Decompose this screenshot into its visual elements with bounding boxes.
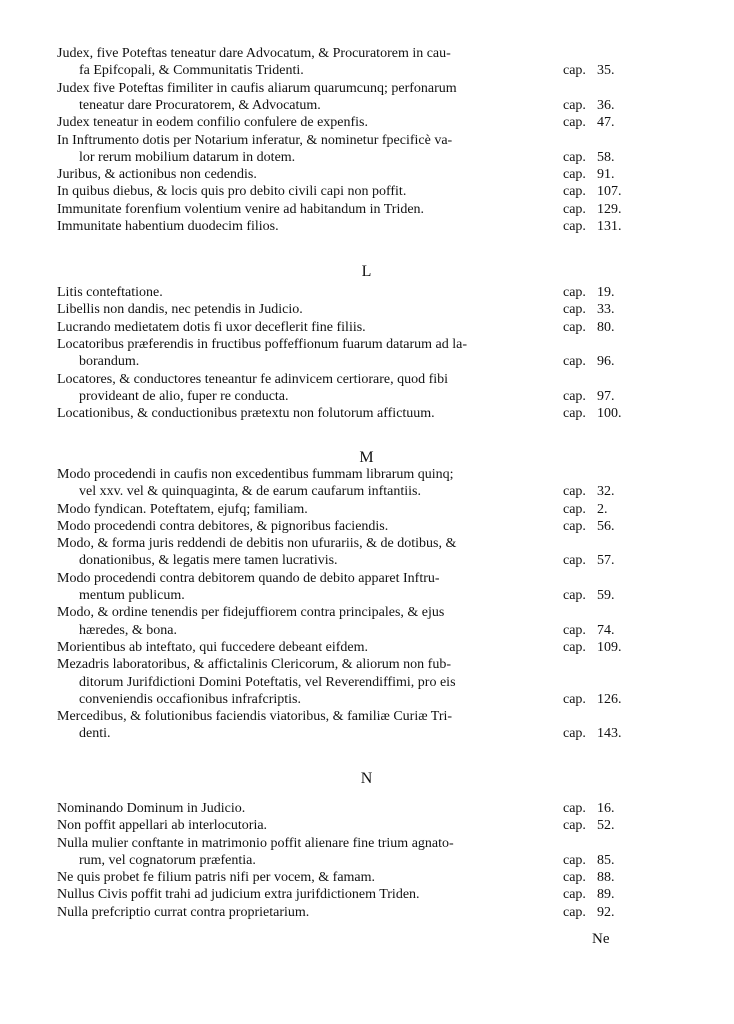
chapter-label: cap. <box>563 302 586 317</box>
chapter-label: cap. <box>563 726 586 741</box>
entry-text: mentum publicum. <box>79 588 185 603</box>
chapter-label: cap. <box>563 63 586 78</box>
chapter-reference <box>563 639 627 656</box>
entry-line <box>57 518 629 535</box>
entry-text: Juribus, & actionibus non cedendis. <box>57 167 257 182</box>
entry-line <box>57 218 629 235</box>
entry-text: Libellis non dandis, nec petendis in Judicio. <box>57 302 303 317</box>
chapter-label: cap. <box>563 640 586 655</box>
chapter-reference <box>563 852 627 869</box>
chapter-number: 143. <box>597 726 622 741</box>
entry-line <box>57 835 629 852</box>
chapter-label: cap. <box>563 519 586 534</box>
chapter-reference <box>563 284 627 301</box>
chapter-label: cap. <box>563 588 586 603</box>
entry-text: Judex five Poteftas fimiliter in caufis aliarum quarumcunq; perfonarum <box>57 81 457 96</box>
chapter-number: 59. <box>597 588 615 603</box>
entry-text: Nullus Civis poffit trahi ad judicium extra jurifdictionem Triden. <box>57 887 420 902</box>
chapter-number: 92. <box>597 905 615 920</box>
chapter-reference <box>563 97 627 114</box>
chapter-reference <box>563 62 627 79</box>
entry-line <box>57 552 629 569</box>
entry-line <box>57 166 629 183</box>
chapter-label: cap. <box>563 184 586 199</box>
entry-line <box>57 114 629 131</box>
chapter-number: 47. <box>597 115 615 130</box>
entry-text: Judex, five Poteftas teneatur dare Advocatum, & Procuratorem in cau- <box>57 46 451 61</box>
chapter-number: 74. <box>597 623 615 638</box>
chapter-number: 131. <box>597 219 622 234</box>
chapter-number: 85. <box>597 853 615 868</box>
entry-line <box>57 800 629 817</box>
entry-text: Modo fyndican. Poteftatem, ejufq; familiam. <box>57 502 308 517</box>
entry-line <box>57 149 629 166</box>
chapter-number: 97. <box>597 389 615 404</box>
chapter-number: 19. <box>597 285 615 300</box>
chapter-reference <box>563 388 627 405</box>
entry-line <box>57 405 629 422</box>
chapter-number: 126. <box>597 692 622 707</box>
chapter-label: cap. <box>563 115 586 130</box>
entry-text: Mezadris laboratoribus, & affictalinis Clericorum, & aliorum non fub- <box>57 657 451 672</box>
chapter-reference <box>563 552 627 569</box>
entry-text: hæredes, & bona. <box>79 623 177 638</box>
chapter-label: cap. <box>563 354 586 369</box>
entry-line <box>57 656 629 673</box>
entry-text: Locatores, & conductores teneantur fe adinvicem certiorare, quod fibi <box>57 372 449 387</box>
entry-text: Immunitate habentium duodecim filios. <box>57 219 279 234</box>
entry-text: borandum. <box>79 354 140 369</box>
chapter-number: 58. <box>597 150 615 165</box>
entry-text: Lucrando medietatem dotis fi uxor deceflerit fine filiis. <box>57 320 366 335</box>
entry-text: Modo, & ordine tenendis per fidejuffiorem contra principales, & ejus <box>57 605 445 620</box>
entry-text: conveniendis occafionibus infrafcriptis. <box>79 692 301 707</box>
entry-text: fa Epifcopali, & Communitatis Tridenti. <box>79 63 304 78</box>
entry-line <box>57 353 629 370</box>
chapter-number: 89. <box>597 887 615 902</box>
chapter-label: cap. <box>563 98 586 113</box>
entry-text: Non poffit appellari ab interlocutoria. <box>57 818 268 833</box>
entry-line <box>57 817 629 834</box>
entry-text: Morientibus ab inteftato, qui fuccedere debeant eifdem. <box>57 640 368 655</box>
chapter-reference <box>563 817 627 834</box>
section-letter-m: M <box>359 449 375 466</box>
chapter-reference <box>563 166 627 183</box>
entry-line <box>57 62 629 79</box>
entry-line <box>57 904 629 921</box>
entry-text: Judex teneatur in eodem confilio confulere de expenfis. <box>57 115 368 130</box>
chapter-reference <box>563 483 627 500</box>
chapter-reference <box>563 501 627 518</box>
chapter-number: 107. <box>597 184 622 199</box>
chapter-label: cap. <box>563 692 586 707</box>
entry-line <box>57 483 629 500</box>
entry-line <box>57 336 629 353</box>
chapter-number: 57. <box>597 553 615 568</box>
entry-text: provideant de alio, fuper re conducta. <box>79 389 289 404</box>
entry-line <box>57 604 629 621</box>
entry-line <box>57 674 629 691</box>
chapter-label: cap. <box>563 219 586 234</box>
chapter-reference <box>563 201 627 218</box>
chapter-reference <box>563 886 627 903</box>
entry-line <box>57 869 629 886</box>
entry-text: lor rerum mobilium datarum in dotem. <box>79 150 296 165</box>
chapter-label: cap. <box>563 853 586 868</box>
chapter-label: cap. <box>563 905 586 920</box>
chapter-label: cap. <box>563 150 586 165</box>
chapter-number: 33. <box>597 302 615 317</box>
chapter-label: cap. <box>563 553 586 568</box>
entry-text: Modo procedendi contra debitorem quando de debito apparet Inftru- <box>57 571 440 586</box>
entry-line <box>57 725 629 742</box>
entry-text: Mercedibus, & folutionibus faciendis viatoribus, & familiæ Curiæ Tri- <box>57 709 453 724</box>
entry-line <box>57 535 629 552</box>
entry-line <box>57 622 629 639</box>
chapter-number: 109. <box>597 640 622 655</box>
entry-line <box>57 183 629 200</box>
chapter-label: cap. <box>563 623 586 638</box>
chapter-reference <box>563 353 627 370</box>
chapter-reference <box>563 800 627 817</box>
chapter-label: cap. <box>563 484 586 499</box>
entry-line <box>57 132 629 149</box>
section-letter-n: N <box>360 770 374 787</box>
entry-text: vel xxv. vel & quinquaginta, & de earum caufarum inftantiis. <box>79 484 421 499</box>
chapter-reference <box>563 691 627 708</box>
chapter-number: 80. <box>597 320 615 335</box>
entry-text: Nominando Dominum in Judicio. <box>57 801 246 816</box>
entry-text: rum, vel cognatorum præfentia. <box>79 853 256 868</box>
entry-line <box>57 319 629 336</box>
chapter-reference <box>563 319 627 336</box>
chapter-label: cap. <box>563 502 586 517</box>
entry-text: Ne quis probet fe filium patris nifi per vocem, & famam. <box>57 870 376 885</box>
chapter-number: 32. <box>597 484 615 499</box>
entry-line <box>57 301 629 318</box>
chapter-label: cap. <box>563 887 586 902</box>
chapter-reference <box>563 183 627 200</box>
chapter-reference <box>563 114 627 131</box>
entry-text: Nulla mulier conftante in matrimonio poffit alienare fine trium agnato- <box>57 836 454 851</box>
entry-text: donationibus, & legatis mere tamen lucrativis. <box>79 553 338 568</box>
chapter-label: cap. <box>563 202 586 217</box>
entry-line <box>57 80 629 97</box>
entry-text: Nulla prefcriptio currat contra proprietarium. <box>57 905 310 920</box>
entry-line <box>57 501 629 518</box>
chapter-number: 129. <box>597 202 622 217</box>
entry-text: Modo, & forma juris reddendi de debitis non ufurariis, & de dotibus, & <box>57 536 457 551</box>
chapter-number: 91. <box>597 167 615 182</box>
chapter-reference <box>563 218 627 235</box>
entry-line <box>57 388 629 405</box>
chapter-number: 36. <box>597 98 615 113</box>
entry-text: ditorum Jurifdictioni Domini Poteftatis, vel Reverendiffimi, pro eis <box>79 675 456 690</box>
entry-text: Litis conteftatione. <box>57 285 163 300</box>
entry-line <box>57 201 629 218</box>
entry-line <box>57 466 629 483</box>
chapter-reference <box>563 904 627 921</box>
entry-text: Immunitate forenfium volentium venire ad habitandum in Triden. <box>57 202 425 217</box>
section-letter-l: L <box>361 263 373 280</box>
entry-line <box>57 97 629 114</box>
chapter-number: 88. <box>597 870 615 885</box>
chapter-reference <box>563 587 627 604</box>
chapter-reference <box>563 622 627 639</box>
entry-text: In Inftrumento dotis per Notarium inferatur, & nominetur fpecificè va- <box>57 133 453 148</box>
entry-line <box>57 708 629 725</box>
entry-text: Modo procedendi contra debitores, & pignoribus faciendis. <box>57 519 389 534</box>
entry-text: In quibus diebus, & locis quis pro debito civili capi non poffit. <box>57 184 407 199</box>
chapter-label: cap. <box>563 389 586 404</box>
entry-line <box>57 45 629 62</box>
chapter-number: 35. <box>597 63 615 78</box>
chapter-number: 96. <box>597 354 615 369</box>
chapter-number: 2. <box>597 502 608 517</box>
chapter-label: cap. <box>563 818 586 833</box>
entry-line <box>57 691 629 708</box>
entry-text: Locatoribus præferendis in fructibus poffeffionum fuarum datarum ad la- <box>57 337 468 352</box>
chapter-reference <box>563 869 627 886</box>
entry-line <box>57 371 629 388</box>
chapter-reference <box>563 149 627 166</box>
entry-text: teneatur dare Procuratorem, & Advocatum. <box>79 98 321 113</box>
chapter-reference <box>563 725 627 742</box>
chapter-label: cap. <box>563 406 586 421</box>
entry-text: denti. <box>79 726 111 741</box>
entry-line <box>57 886 629 903</box>
chapter-number: 56. <box>597 519 615 534</box>
chapter-reference <box>563 405 627 422</box>
chapter-label: cap. <box>563 285 586 300</box>
chapter-label: cap. <box>563 870 586 885</box>
chapter-reference <box>563 518 627 535</box>
chapter-label: cap. <box>563 167 586 182</box>
chapter-number: 16. <box>597 801 615 816</box>
entry-line <box>57 587 629 604</box>
entry-text: Modo procedendi in caufis non excedentibus fummam librarum quinq; <box>57 467 454 482</box>
chapter-number: 100. <box>597 406 622 421</box>
chapter-reference <box>563 301 627 318</box>
entry-line <box>57 639 629 656</box>
catchword: Ne <box>592 931 610 947</box>
chapter-label: cap. <box>563 320 586 335</box>
entry-line <box>57 570 629 587</box>
chapter-label: cap. <box>563 801 586 816</box>
chapter-number: 52. <box>597 818 615 833</box>
entry-line <box>57 284 629 301</box>
entry-text: Locationibus, & conductionibus prætextu non folutorum affictuum. <box>57 406 435 421</box>
entry-line <box>57 852 629 869</box>
